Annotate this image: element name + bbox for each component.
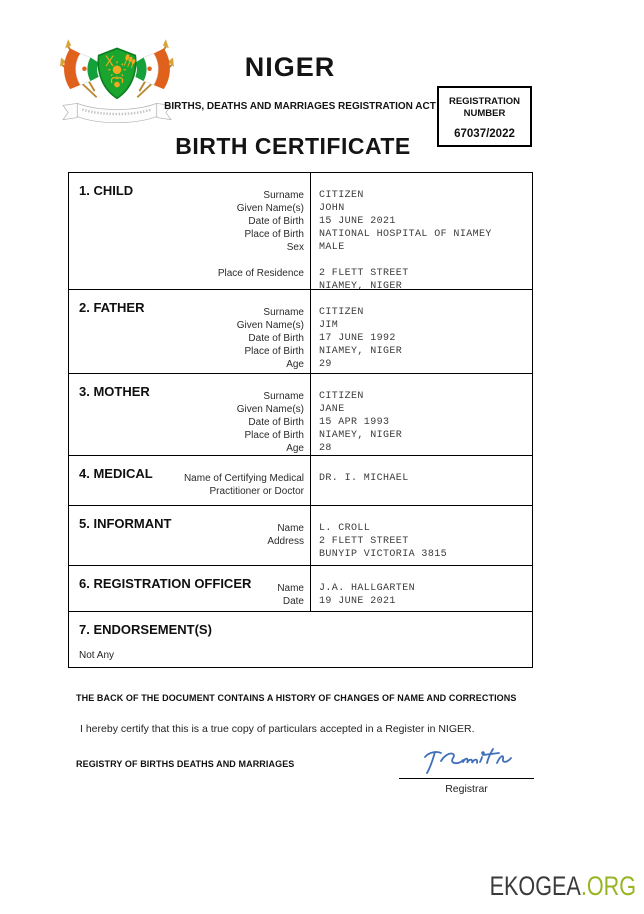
section-value-cell	[311, 173, 532, 289]
field-labels	[79, 306, 304, 371]
section-value-cell	[311, 566, 532, 611]
section-value-cell	[311, 506, 532, 565]
section-title: 5. INFORMANT	[79, 516, 172, 531]
field-value: BUNYIP VICTORIA 3815	[319, 549, 448, 560]
section-label-cell	[69, 374, 311, 455]
field-values	[319, 582, 532, 608]
field-label: Address	[267, 536, 304, 547]
registrar-signature	[417, 742, 517, 780]
table-row	[69, 611, 532, 667]
field-value: J.A. HALLGARTEN	[319, 583, 416, 594]
field-label: Place of Birth	[244, 430, 304, 441]
act-title: BIRTHS, DEATHS AND MARRIAGES REGISTRATION ACT	[164, 101, 436, 112]
section-label-cell	[69, 566, 311, 611]
field-label: Place of Birth	[244, 346, 304, 357]
section-label-cell	[69, 290, 311, 373]
field-value: L. CROLL	[319, 523, 371, 534]
field-values	[319, 522, 532, 561]
field-label: Place of Birth	[244, 229, 304, 240]
table-row	[69, 289, 532, 373]
field-label	[79, 254, 304, 267]
field-value: 2 FLETT STREET	[319, 536, 409, 547]
field-labels	[79, 390, 304, 455]
field-value	[319, 485, 532, 498]
registry-title: REGISTRY OF BIRTHS DEATHS AND MARRIAGES	[76, 759, 295, 769]
registration-number-label: REGISTRATION NUMBER	[448, 96, 521, 119]
ekogea-logo	[490, 871, 636, 902]
field-value: 29	[319, 359, 332, 370]
section-label-cell	[69, 612, 532, 667]
field-label: Date of Birth	[248, 216, 304, 227]
field-label	[79, 548, 304, 561]
document-title: BIRTH CERTIFICATE	[175, 133, 411, 159]
table-row	[69, 505, 532, 565]
table-row	[69, 373, 532, 455]
field-values	[319, 390, 532, 455]
field-label: Date	[282, 596, 304, 607]
field-value: 15 APR 1993	[319, 417, 390, 428]
field-value: JOHN	[319, 203, 345, 214]
table-row	[69, 565, 532, 611]
section-label-cell	[69, 506, 311, 565]
signature-block	[399, 742, 534, 795]
field-label: Sex	[286, 242, 304, 253]
brand-tld: .ORG	[580, 871, 636, 901]
certify-statement: I hereby certify that this is a true copy of particulars accepted in a Register in NIGER.	[80, 723, 475, 735]
field-value: NIAMEY, NIGER	[319, 430, 403, 441]
section-title: 4. MEDICAL	[79, 466, 153, 481]
field-value: 15 JUNE 2021	[319, 216, 396, 227]
field-value: 17 JUNE 1992	[319, 333, 396, 344]
field-value: 19 JUNE 2021	[319, 596, 396, 607]
field-label: Date of Birth	[248, 333, 304, 344]
certificate-table	[68, 172, 533, 668]
section-title: 1. CHILD	[79, 183, 134, 198]
field-label: Age	[286, 443, 304, 454]
field-label: Given Name(s)	[236, 320, 304, 331]
section-title: 7. ENDORSEMENT(S)	[79, 622, 212, 637]
field-value: CITIZEN	[319, 307, 364, 318]
field-label: Date of Birth	[248, 417, 304, 428]
registrar-label: Registrar	[445, 783, 488, 795]
section-title: 6. REGISTRATION OFFICER	[79, 576, 252, 591]
back-note: THE BACK OF THE DOCUMENT CONTAINS A HISTORY OF CHANGES OF NAME AND CORRECTIONS	[76, 693, 517, 703]
table-row	[69, 455, 532, 505]
field-label: Practitioner or Doctor	[209, 486, 304, 497]
field-values	[319, 472, 532, 498]
field-value	[319, 254, 532, 267]
field-label: Place of Residence	[217, 268, 304, 279]
brand-name: EKOGEA	[489, 871, 581, 901]
field-value: NATIONAL HOSPITAL OF NIAMEY	[319, 229, 492, 240]
field-values	[319, 306, 532, 371]
section-label-cell	[69, 173, 311, 289]
signature-line	[399, 778, 534, 779]
field-value: MALE	[319, 242, 345, 253]
registration-number-value: 67037/2022	[454, 128, 515, 140]
field-value: DR. I. MICHAEL	[319, 473, 409, 484]
field-label: Name	[277, 583, 304, 594]
field-value: CITIZEN	[319, 190, 364, 201]
field-label: Name of Certifying Medical	[183, 473, 304, 484]
section-value-cell	[311, 290, 532, 373]
section-value-cell	[311, 374, 532, 455]
field-label: Surname	[263, 307, 304, 318]
field-value: NIAMEY, NIGER	[319, 281, 403, 289]
field-values	[319, 189, 532, 289]
field-value: JIM	[319, 320, 339, 331]
niger-coat-of-arms-logo	[60, 36, 174, 130]
field-value: JANE	[319, 404, 345, 415]
section-title: 2. FATHER	[79, 300, 145, 315]
section-label-cell	[69, 456, 311, 505]
endorsement-note: Not Any	[79, 650, 115, 661]
field-value: NIAMEY, NIGER	[319, 346, 403, 357]
field-value: CITIZEN	[319, 391, 364, 402]
field-label: Given Name(s)	[236, 203, 304, 214]
field-label	[79, 280, 304, 289]
field-label: Given Name(s)	[236, 404, 304, 415]
table-row	[69, 173, 532, 289]
country-title: NIGER	[244, 52, 336, 82]
section-value-cell	[311, 456, 532, 505]
section-title: 3. MOTHER	[79, 384, 150, 399]
field-labels	[79, 189, 304, 289]
field-value: 28	[319, 443, 332, 454]
field-label: Surname	[263, 190, 304, 201]
field-label: Age	[286, 359, 304, 370]
field-label: Surname	[263, 391, 304, 402]
field-label: Name	[277, 523, 304, 534]
field-value: 2 FLETT STREET	[319, 268, 409, 279]
